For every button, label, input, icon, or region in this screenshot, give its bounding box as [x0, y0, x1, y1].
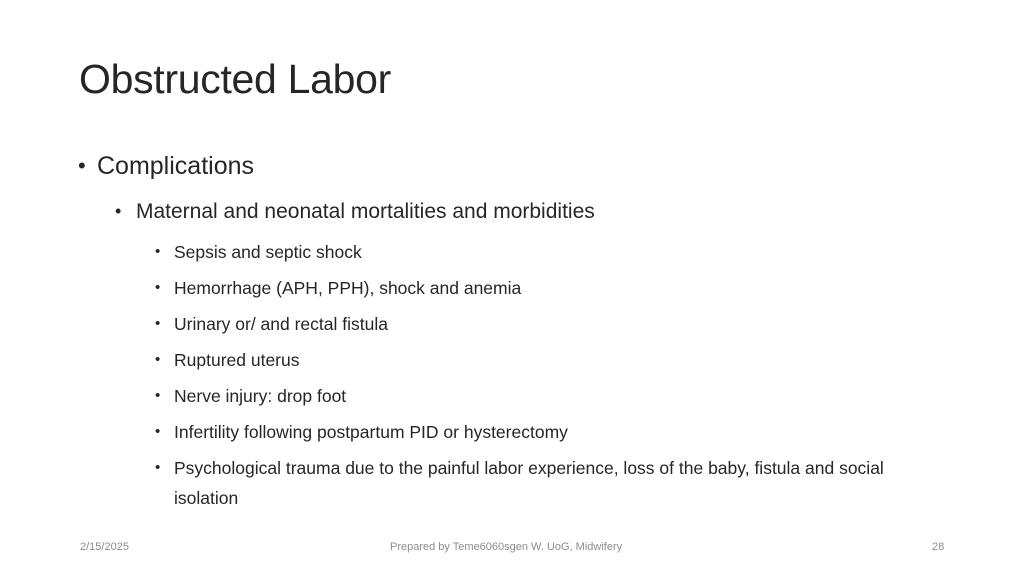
bullet-text: Ruptured uterus — [174, 350, 300, 370]
bullet-level3 — [155, 453, 934, 513]
bullet-dot-icon: • — [155, 315, 161, 332]
bullet-dot-icon: • — [115, 201, 122, 221]
bullet-text: Sepsis and septic shock — [174, 242, 362, 262]
bullet-dot-icon: • — [155, 243, 161, 260]
bullet-dot-icon: • — [155, 351, 161, 368]
page-number: 28 — [932, 541, 945, 553]
bullet-text: Nerve injury: drop foot — [174, 386, 347, 406]
bullet-level1 — [78, 152, 255, 181]
bullet-level2 — [115, 200, 595, 224]
bullet-level3 — [155, 273, 522, 303]
bullet-level3 — [155, 237, 362, 267]
footer-text: Prepared by Teme6060sgen W. UoG, Midwifery — [390, 541, 623, 553]
bullet-text: Psychological trauma due to the painful labor experience, loss of the baby, fistula and social isolation — [174, 458, 884, 508]
slide-title: Obstructed Labor — [79, 56, 391, 102]
footer-date: 2/15/2025 — [80, 541, 129, 553]
bullet-dot-icon: • — [155, 423, 161, 440]
bullet-dot-icon: • — [155, 279, 161, 296]
bullet-level3 — [155, 381, 347, 411]
bullet-level3 — [155, 417, 568, 447]
bullet-text: Hemorrhage (APH, PPH), shock and anemia — [174, 278, 522, 298]
bullet-dot-icon: • — [155, 459, 161, 476]
bullet-text: Infertility following postpartum PID or hysterectomy — [174, 422, 568, 442]
bullet-level3 — [155, 309, 388, 339]
bullet-dot-icon: • — [78, 153, 86, 178]
bullet-text: Complications — [97, 152, 255, 180]
bullet-text: Urinary or/ and rectal fistula — [174, 314, 388, 334]
bullet-dot-icon: • — [155, 387, 161, 404]
bullet-text: Maternal and neonatal mortalities and morbidities — [136, 200, 595, 223]
bullet-level3 — [155, 345, 300, 375]
